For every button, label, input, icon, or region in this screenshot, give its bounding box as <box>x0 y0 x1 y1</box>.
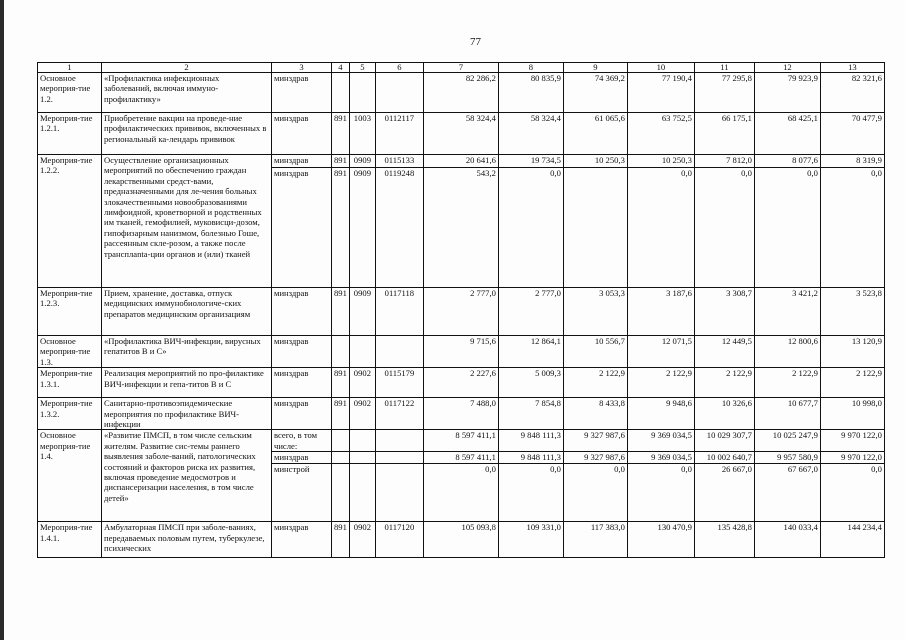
item-code: Основное мероприя-тие 1.2. <box>38 73 102 113</box>
section-code <box>349 430 375 452</box>
value-cell: 10 326,6 <box>694 398 754 430</box>
value-cell: 130 470,9 <box>627 522 694 558</box>
item-description: Приобретение вакцин на проведе-ние профилактических прививок, включенных в региональный ка-лендарь прививок <box>102 113 272 155</box>
item-code: Основное мероприя-тие 1.3. <box>38 336 102 368</box>
section-code: 0902 <box>349 522 375 558</box>
item-description: Осуществление организационных мероприятий по обеспечению граждан лекарственными средст-вами, предназначенными для ле-чения больных злокачественными новообразованиями лимфоидной, кроветворной и родственных им тканей, гемофилией, муковисци-дозом, гипофизарным нанизмом, болезнью Гоше, рассеянным скле-розом, а также после трансплanta-ции органов и (или) тканей <box>102 155 272 288</box>
target-code: 0117122 <box>375 398 423 430</box>
column-header: 12 <box>754 63 820 73</box>
budget-table <box>37 62 885 558</box>
section-code <box>349 464 375 522</box>
value-cell: 7 812,0 <box>694 155 754 168</box>
grbs-code: 891 <box>332 155 350 168</box>
value-cell: 9 848 111,3 <box>498 430 563 452</box>
section-code: 0909 <box>349 288 375 336</box>
grbs-code: 891 <box>332 113 350 155</box>
column-header: 7 <box>423 63 498 73</box>
section-code: 0902 <box>349 368 375 398</box>
value-cell: 63 752,5 <box>627 113 694 155</box>
column-header: 5 <box>349 63 375 73</box>
value-cell: 117 383,0 <box>563 522 627 558</box>
value-cell: 7 854,8 <box>498 398 563 430</box>
table-row <box>38 336 885 368</box>
value-cell: 109 331,0 <box>498 522 563 558</box>
value-cell: 144 234,4 <box>820 522 884 558</box>
value-cell: 5 009,3 <box>498 368 563 398</box>
value-cell: 8 597 411,1 <box>423 452 498 464</box>
item-description: Реализация мероприятий по про-филактике ВИЧ-инфекции и гепа-титов В и С <box>102 368 272 398</box>
value-cell: 10 002 640,7 <box>694 452 754 464</box>
value-cell: 13 120,9 <box>820 336 884 368</box>
executor: минздрав <box>272 113 332 155</box>
scan-edge <box>0 0 4 640</box>
value-cell: 10 998,0 <box>820 398 884 430</box>
section-code <box>349 452 375 464</box>
value-cell: 3 421,2 <box>754 288 820 336</box>
section-code: 1003 <box>349 113 375 155</box>
value-cell: 8 077,6 <box>754 155 820 168</box>
value-cell: 3 523,8 <box>820 288 884 336</box>
value-cell: 58 324,4 <box>423 113 498 155</box>
value-cell: 0,0 <box>563 464 627 522</box>
item-code: Мероприя-тие 1.2.3. <box>38 288 102 336</box>
value-cell: 2 777,0 <box>423 288 498 336</box>
value-cell: 77 295,8 <box>694 73 754 113</box>
target-code: 0115133 <box>375 155 423 168</box>
executor: минздрав <box>272 452 332 464</box>
value-cell: 135 428,8 <box>694 522 754 558</box>
target-code: 0117120 <box>375 522 423 558</box>
value-cell: 9 970 122,0 <box>820 430 884 452</box>
value-cell: 0,0 <box>498 464 563 522</box>
grbs-code <box>332 464 350 522</box>
value-cell: 2 122,9 <box>627 368 694 398</box>
executor: всего, в том числе: <box>272 430 332 452</box>
target-code <box>375 430 423 452</box>
value-cell: 77 190,4 <box>627 73 694 113</box>
value-cell: 0,0 <box>694 168 754 288</box>
value-cell: 0,0 <box>820 464 884 522</box>
item-description: Санитарно-противоэпидемические мероприятия по профилактике ВИЧ-инфекции <box>102 398 272 430</box>
item-description: «Профилактика инфекционных заболеваний, включая иммуно-профилактику» <box>102 73 272 113</box>
value-cell: 26 667,0 <box>694 464 754 522</box>
executor: минздрав <box>272 336 332 368</box>
target-code: 0112117 <box>375 113 423 155</box>
value-cell: 74 369,2 <box>563 73 627 113</box>
item-code: Мероприя-тие 1.2.2. <box>38 155 102 288</box>
value-cell: 10 025 247,9 <box>754 430 820 452</box>
item-description: Амбулаторная ПМСП при заболе-ваниях, передаваемых половым путем, туберкулезе, психических <box>102 522 272 558</box>
value-cell: 8 319,9 <box>820 155 884 168</box>
section-code: 0909 <box>349 155 375 168</box>
value-cell: 12 864,1 <box>498 336 563 368</box>
table-row <box>38 368 885 398</box>
header-row <box>38 63 885 73</box>
table-row <box>38 398 885 430</box>
value-cell: 9 848 111,3 <box>498 452 563 464</box>
target-code <box>375 452 423 464</box>
value-cell: 12 071,5 <box>627 336 694 368</box>
column-header: 2 <box>102 63 272 73</box>
value-cell: 82 321,6 <box>820 73 884 113</box>
value-cell: 543,2 <box>423 168 498 288</box>
value-cell: 0,0 <box>627 464 694 522</box>
table-row <box>38 113 885 155</box>
value-cell: 9 327 987,6 <box>563 430 627 452</box>
value-cell: 70 477,9 <box>820 113 884 155</box>
page-number: 77 <box>470 36 481 48</box>
value-cell: 2 227,6 <box>423 368 498 398</box>
column-header: 9 <box>563 63 627 73</box>
item-code: Мероприя-тие 1.3.1. <box>38 368 102 398</box>
value-cell: 61 065,6 <box>563 113 627 155</box>
value-cell: 12 800,6 <box>754 336 820 368</box>
section-code: 0902 <box>349 398 375 430</box>
value-cell: 8 597 411,1 <box>423 430 498 452</box>
value-cell: 2 122,9 <box>563 368 627 398</box>
value-cell: 9 970 122,0 <box>820 452 884 464</box>
value-cell: 12 449,5 <box>694 336 754 368</box>
table-row <box>38 155 885 168</box>
grbs-code: 891 <box>332 522 350 558</box>
table-row <box>38 430 885 452</box>
table-row <box>38 522 885 558</box>
grbs-code <box>332 452 350 464</box>
grbs-code <box>332 73 350 113</box>
target-code: 0119248 <box>375 168 423 288</box>
section-code <box>349 73 375 113</box>
value-cell: 9 948,6 <box>627 398 694 430</box>
value-cell: 8 433,8 <box>563 398 627 430</box>
value-cell: 80 835,9 <box>498 73 563 113</box>
value-cell: 7 488,0 <box>423 398 498 430</box>
value-cell: 140 033,4 <box>754 522 820 558</box>
column-header: 11 <box>694 63 754 73</box>
value-cell: 2 122,9 <box>694 368 754 398</box>
grbs-code: 891 <box>332 368 350 398</box>
column-header: 13 <box>820 63 884 73</box>
value-cell: 9 715,6 <box>423 336 498 368</box>
target-code <box>375 464 423 522</box>
item-description: Прием, хранение, доставка, отпуск медицинских иммунобиологиче-ских препаратов медицинским организациям <box>102 288 272 336</box>
target-code: 0117118 <box>375 288 423 336</box>
item-description: «Профилактика ВИЧ-инфекции, вирусных гепатитов В и С» <box>102 336 272 368</box>
executor: минздрав <box>272 288 332 336</box>
value-cell: 3 053,3 <box>563 288 627 336</box>
target-code <box>375 73 423 113</box>
table-row <box>38 73 885 113</box>
target-code: 0115179 <box>375 368 423 398</box>
value-cell: 9 369 034,5 <box>627 452 694 464</box>
section-code <box>349 336 375 368</box>
item-description: «Развитие ПМСП, в том числе сельским жителям. Развитие сис-темы раннего выявления заболе-ваний, патологических состояний и факторов риска их развития, включая проведение медосмотров и диспансеризации населения, в том числе детей» <box>102 430 272 522</box>
value-cell: 2 122,9 <box>820 368 884 398</box>
value-cell: 66 175,1 <box>694 113 754 155</box>
value-cell: 10 250,3 <box>627 155 694 168</box>
executor: минздрав <box>272 168 332 288</box>
value-cell: 9 957 580,9 <box>754 452 820 464</box>
value-cell: 68 425,1 <box>754 113 820 155</box>
grbs-code: 891 <box>332 398 350 430</box>
item-code: Мероприя-тие 1.2.1. <box>38 113 102 155</box>
executor: минздрав <box>272 522 332 558</box>
column-header: 6 <box>375 63 423 73</box>
value-cell: 0,0 <box>498 168 563 288</box>
value-cell: 0,0 <box>820 168 884 288</box>
column-header: 8 <box>498 63 563 73</box>
column-header: 1 <box>38 63 102 73</box>
value-cell: 3 308,7 <box>694 288 754 336</box>
value-cell: 10 029 307,7 <box>694 430 754 452</box>
item-code: Мероприя-тие 1.3.2. <box>38 398 102 430</box>
column-header: 3 <box>272 63 332 73</box>
value-cell: 9 327 987,6 <box>563 452 627 464</box>
value-cell: 0,0 <box>423 464 498 522</box>
value-cell: 9 369 034,5 <box>627 430 694 452</box>
grbs-code <box>332 430 350 452</box>
value-cell: 2 777,0 <box>498 288 563 336</box>
item-code: Мероприя-тие 1.4.1. <box>38 522 102 558</box>
executor: минздрав <box>272 155 332 168</box>
executor: минздрав <box>272 73 332 113</box>
executor: минстрой <box>272 464 332 522</box>
value-cell: 79 923,9 <box>754 73 820 113</box>
item-code: Основное мероприя-тие 1.4. <box>38 430 102 522</box>
executor: минздрав <box>272 398 332 430</box>
value-cell: 58 324,4 <box>498 113 563 155</box>
grbs-code: 891 <box>332 288 350 336</box>
column-header: 10 <box>627 63 694 73</box>
value-cell <box>563 168 627 288</box>
value-cell: 19 734,5 <box>498 155 563 168</box>
value-cell: 105 093,8 <box>423 522 498 558</box>
value-cell: 20 641,6 <box>423 155 498 168</box>
table-row <box>38 288 885 336</box>
section-code: 0909 <box>349 168 375 288</box>
target-code <box>375 336 423 368</box>
value-cell: 82 286,2 <box>423 73 498 113</box>
value-cell: 10 677,7 <box>754 398 820 430</box>
executor: минздрав <box>272 368 332 398</box>
value-cell: 10 250,3 <box>563 155 627 168</box>
value-cell: 3 187,6 <box>627 288 694 336</box>
grbs-code <box>332 336 350 368</box>
value-cell: 2 122,9 <box>754 368 820 398</box>
value-cell: 0,0 <box>627 168 694 288</box>
column-header: 4 <box>332 63 350 73</box>
value-cell: 0,0 <box>754 168 820 288</box>
value-cell: 10 556,7 <box>563 336 627 368</box>
value-cell: 67 667,0 <box>754 464 820 522</box>
grbs-code: 891 <box>332 168 350 288</box>
